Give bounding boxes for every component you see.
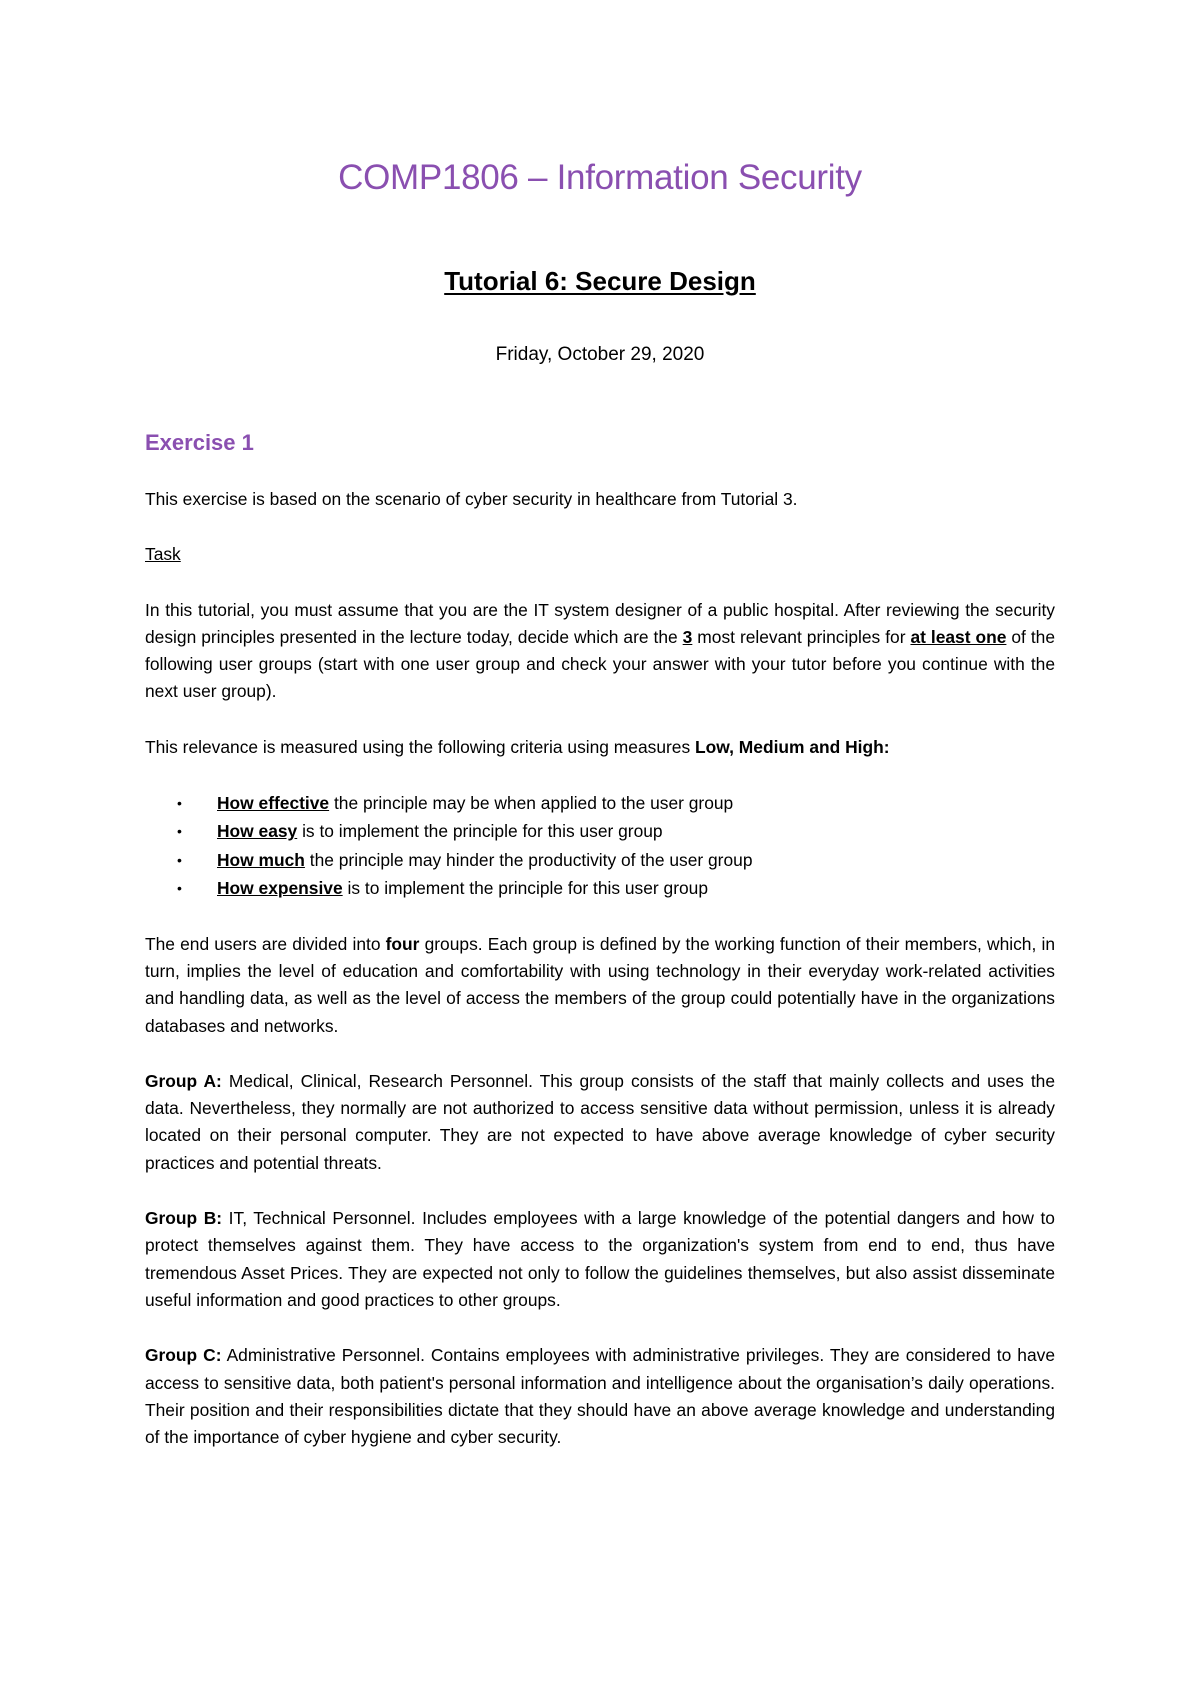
task-text-3: of the following user groups (start with one user group and check your answer with your tutor before you continue with the next user group). [145, 626, 1056, 702]
criteria-text: is to implement the principle for this user group [297, 821, 663, 842]
group-a-label: Group A: [145, 1070, 222, 1091]
groups-intro-text-1: The end users are divided into [145, 933, 386, 954]
tutorial-subtitle [0, 266, 1200, 297]
groups-intro [145, 931, 1055, 1040]
list-item [177, 846, 1055, 874]
group-a-text: Medical, Clinical, Research Personnel. This group consists of the staff that mainly collects and uses the data. Nevertheless, they normally are not authorized to access sensitive data without permission, unless it is already located on their personal computer. They are not expected to have above average knowledge of cyber security practices and potential threats. [145, 1070, 1055, 1173]
task-heading: Task [145, 544, 181, 565]
bullet-icon: • [177, 823, 182, 840]
criteria-intro [145, 734, 1055, 761]
group-c-label: Group C: [145, 1345, 222, 1366]
document-title: COMP1806 – Information Security [338, 158, 862, 197]
criteria-text: the principle may hinder the productivity of the user group [304, 849, 753, 870]
criteria-key: How much [217, 849, 305, 870]
task-text-1: In this tutorial, you must assume that you are the IT system designer of a public hospital. After reviewing the security design principles presented in the lecture today, decide which are the [145, 599, 1055, 647]
list-item [177, 817, 1055, 845]
list-item [177, 789, 1055, 817]
group-c-text: Administrative Personnel. Contains employees with administrative privileges. They are considered to have access to sensitive data, both patient's personal information and intelligence about the organisation’s daily operations. Their position and their responsibilities dictate that they should have an above average knowledge and understanding of the importance of cyber hygiene and cyber security. [145, 1345, 1055, 1448]
task-emphasis: at least one [910, 626, 1007, 647]
group-b-text: IT, Technical Personnel. Includes employees with a large knowledge of the potential dangers and how to protect themselves against them. They have access to the organization's system from end to end, thus have tremendous Asset Prices. They are expected not only to follow the guidelines themselves, but also assist disseminate useful information and good practices to other groups. [145, 1208, 1055, 1310]
criteria-intro-text: This relevance is measured using the following criteria using measures [145, 736, 695, 757]
document-date: Friday, October 29, 2020 [495, 344, 705, 365]
group-c-paragraph [145, 1342, 1055, 1451]
criteria-list [145, 789, 1055, 903]
document-body [145, 428, 1055, 1479]
task-number: 3 [682, 626, 693, 647]
criteria-key: How expensive [217, 878, 343, 899]
tutorial-subtitle-text: Tutorial 6: Secure Design [444, 266, 756, 296]
groups-intro-text-2: groups. Each group is defined by the working function of their members, which, in turn, implies the level of education and comfortability with using technology in their everyday work-related activities and handling data, as well as the level of access the members of the group could potentially have in the organizations databases and networks. [145, 933, 1055, 1036]
task-paragraph [145, 597, 1055, 706]
criteria-key: How effective [217, 793, 330, 814]
criteria-measures: Low, Medium and High: [695, 736, 890, 757]
exercise-heading: Exercise 1 [145, 430, 254, 455]
bullet-icon: • [177, 795, 182, 812]
bullet-icon: • [177, 851, 182, 868]
groups-count: four [385, 933, 420, 954]
list-item [177, 874, 1055, 902]
group-b-paragraph [145, 1205, 1055, 1314]
criteria-text: is to implement the principle for this user group [342, 878, 709, 899]
bullet-icon: • [177, 880, 182, 897]
group-a-paragraph [145, 1068, 1055, 1177]
group-b-label: Group B: [145, 1208, 223, 1229]
criteria-text: the principle may be when applied to the user group [329, 793, 734, 814]
task-text-2: most relevant principles for [692, 626, 911, 647]
criteria-key: How easy [217, 821, 298, 842]
exercise-intro: This exercise is based on the scenario of cyber security in healthcare from Tutorial 3. [145, 489, 798, 509]
